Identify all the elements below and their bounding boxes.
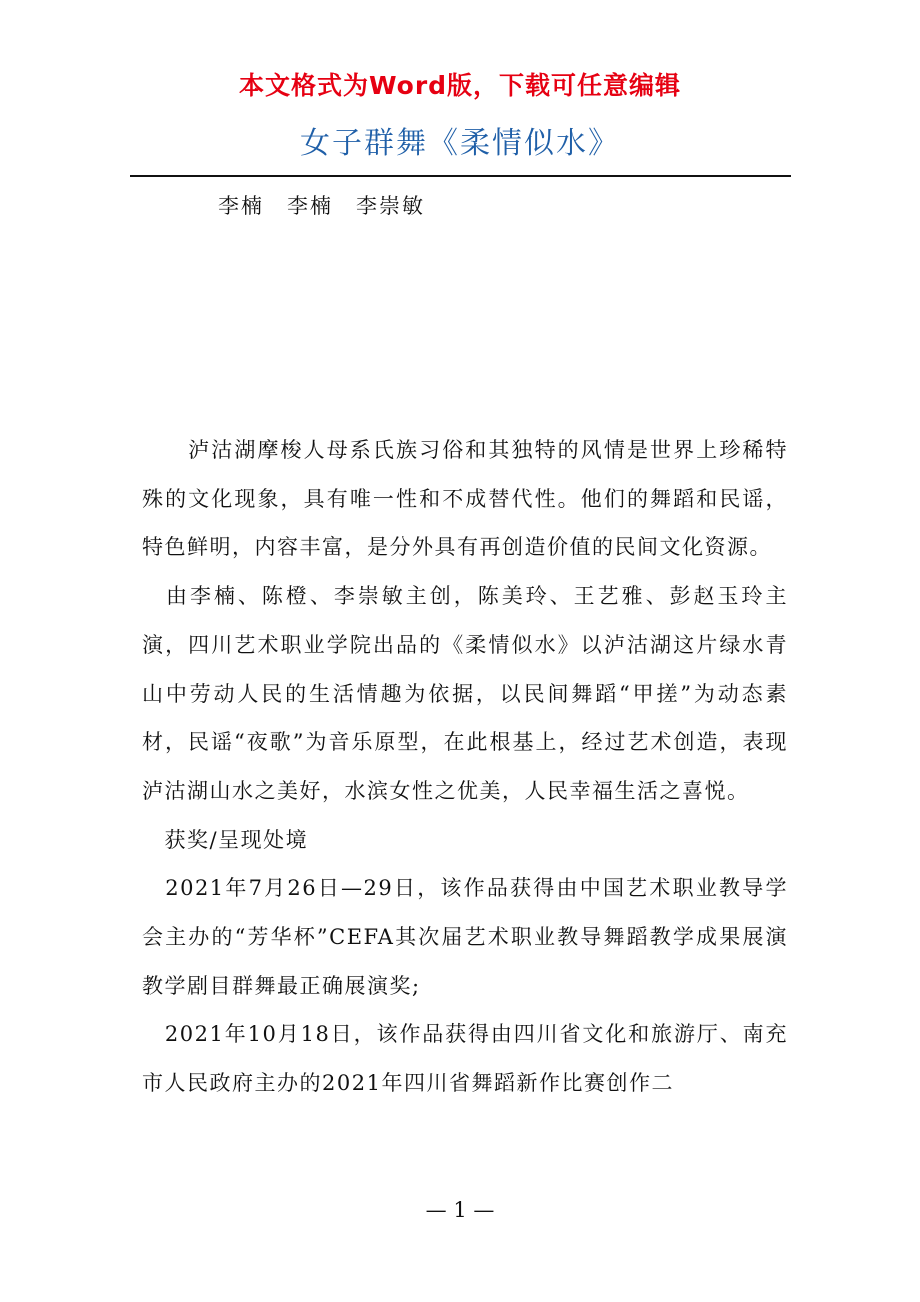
document-title: 女子群舞《柔情似水》 bbox=[300, 126, 620, 161]
page-number: — 1 — bbox=[425, 1198, 495, 1222]
paragraph-creators: 由李楠、陈橙、李崇敏主创，陈美玲、王艺雅、彭赵玉玲主演，四川艺术职业学院出品的《柔情似水》以泸沽湖这片绿水青山中劳动人民的生活情趣为依据，以民间舞蹈“甲搓”为动态素材，民谣“夜歌”为音乐原型，在此根基上，经过艺术创造，表现泸沽湖山水之美好，水滨女性之优美，人民幸福生活之喜悦。 bbox=[142, 584, 788, 803]
paragraph-award-2: 2021年10月18日，该作品获得由四川省文化和旅游厅、南充市人民政府主办的2021年四川省舞蹈新作比赛创作二 bbox=[142, 1022, 788, 1096]
author-line: 李楠 李楠 李崇敏 bbox=[218, 194, 425, 218]
paragraph-awards-heading: 获奖/呈现处境 bbox=[142, 827, 309, 852]
download-banner: 本文格式为Word版，下载可任意编辑 bbox=[238, 71, 682, 100]
title-divider bbox=[130, 175, 791, 177]
document-body bbox=[142, 426, 788, 1108]
paragraph-award-1: 2021年7月26日—29日，该作品获得由中国艺术职业教导学会主办的“芳华杯”CEFA其次届艺术职业教导舞蹈教学成果展演教学剧目群舞最正确展演奖; bbox=[142, 876, 788, 998]
paragraph-intro: 泸沽湖摩梭人母系氏族习俗和其独特的风情是世界上珍稀特殊的文化现象，具有唯一性和不成替代性。他们的舞蹈和民谣，特色鲜明，内容丰富，是分外具有再创造价值的民间文化资源。 bbox=[142, 438, 788, 560]
